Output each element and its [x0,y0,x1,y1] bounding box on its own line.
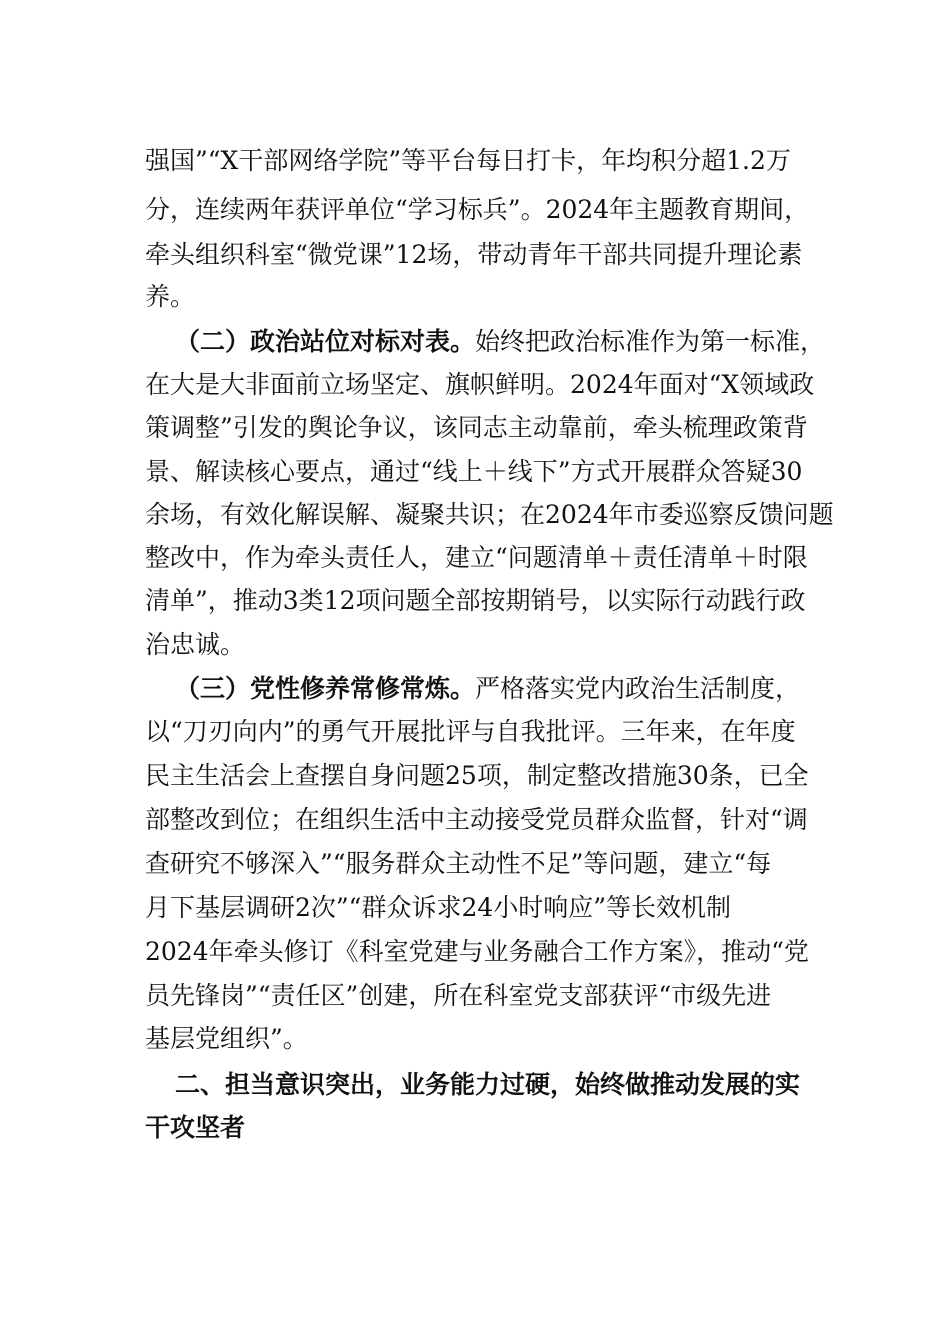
text-line: 养。 [145,282,196,311]
text-line: 月下基层调研2次”“群众诉求24小时响应”等长效机制 [145,893,732,922]
text-line: 牵头组织科室“微党课”12场，带动青年干部共同提升理论素 [145,240,803,269]
text-line: 景、解读核心要点，通过“线上＋线下”方式开展群众答疑30 [145,457,803,486]
text-line: 整改中，作为牵头责任人，建立“问题清单＋责任清单＋时限 [145,543,808,572]
text-line: 清单”，推动3类12项问题全部按期销号，以实际行动践行政 [145,586,806,615]
text-line: 余场，有效化解误解、凝聚共识；在2024年市委巡察反馈问题 [145,500,834,529]
section-3-heading: （三）党性修养常修常炼。 [175,674,476,703]
text-line: 查研究不够深入”“服务群众主动性不足”等问题，建立“每 [145,849,772,878]
section-2-text: 始终把政治标准作为第一标准， [475,327,826,356]
section-2-first-line [175,325,825,359]
text-line: 治忠诚。 [145,630,246,659]
text-line: 以“刀刃向内”的勇气开展批评与自我批评。三年来，在年度 [145,717,796,746]
text-line: 策调整”引发的舆论争议，该同志主动靠前，牵头梳理政策背 [145,413,808,442]
text-line: 强国”“X干部网络学院”等平台每日打卡，年均积分超1.2万 [145,146,791,175]
text-line: 基层党组织”。 [145,1024,308,1053]
section-3-text: 严格落实党内政治生活制度， [475,674,801,703]
text-line: 在大是大非面前立场坚定、旗帜鲜明。2024年面对“X领域政 [145,370,815,399]
section-3-first-line [175,672,800,706]
text-line: 员先锋岗”“责任区”创建，所在科室党支部获评“市级先进 [145,981,772,1010]
section-2-heading: （二）政治站位对标对表。 [175,327,476,356]
text-line: 民主生活会上查摆自身问题25项，制定整改措施30条，已全 [145,761,809,790]
text-line: 分，连续两年获评单位“学习标兵”。2024年主题教育期间， [145,195,810,224]
text-line: 2024年牵头修订《科室党建与业务融合工作方案》，推动“党 [145,937,809,966]
chapter-heading: 二、担当意识突出，业务能力过硬，始终做推动发展的实 [175,1070,801,1099]
chapter-heading-cont: 干攻坚者 [145,1113,246,1142]
text-line: 部整改到位；在组织生活中主动接受党员群众监督，针对“调 [145,805,808,834]
